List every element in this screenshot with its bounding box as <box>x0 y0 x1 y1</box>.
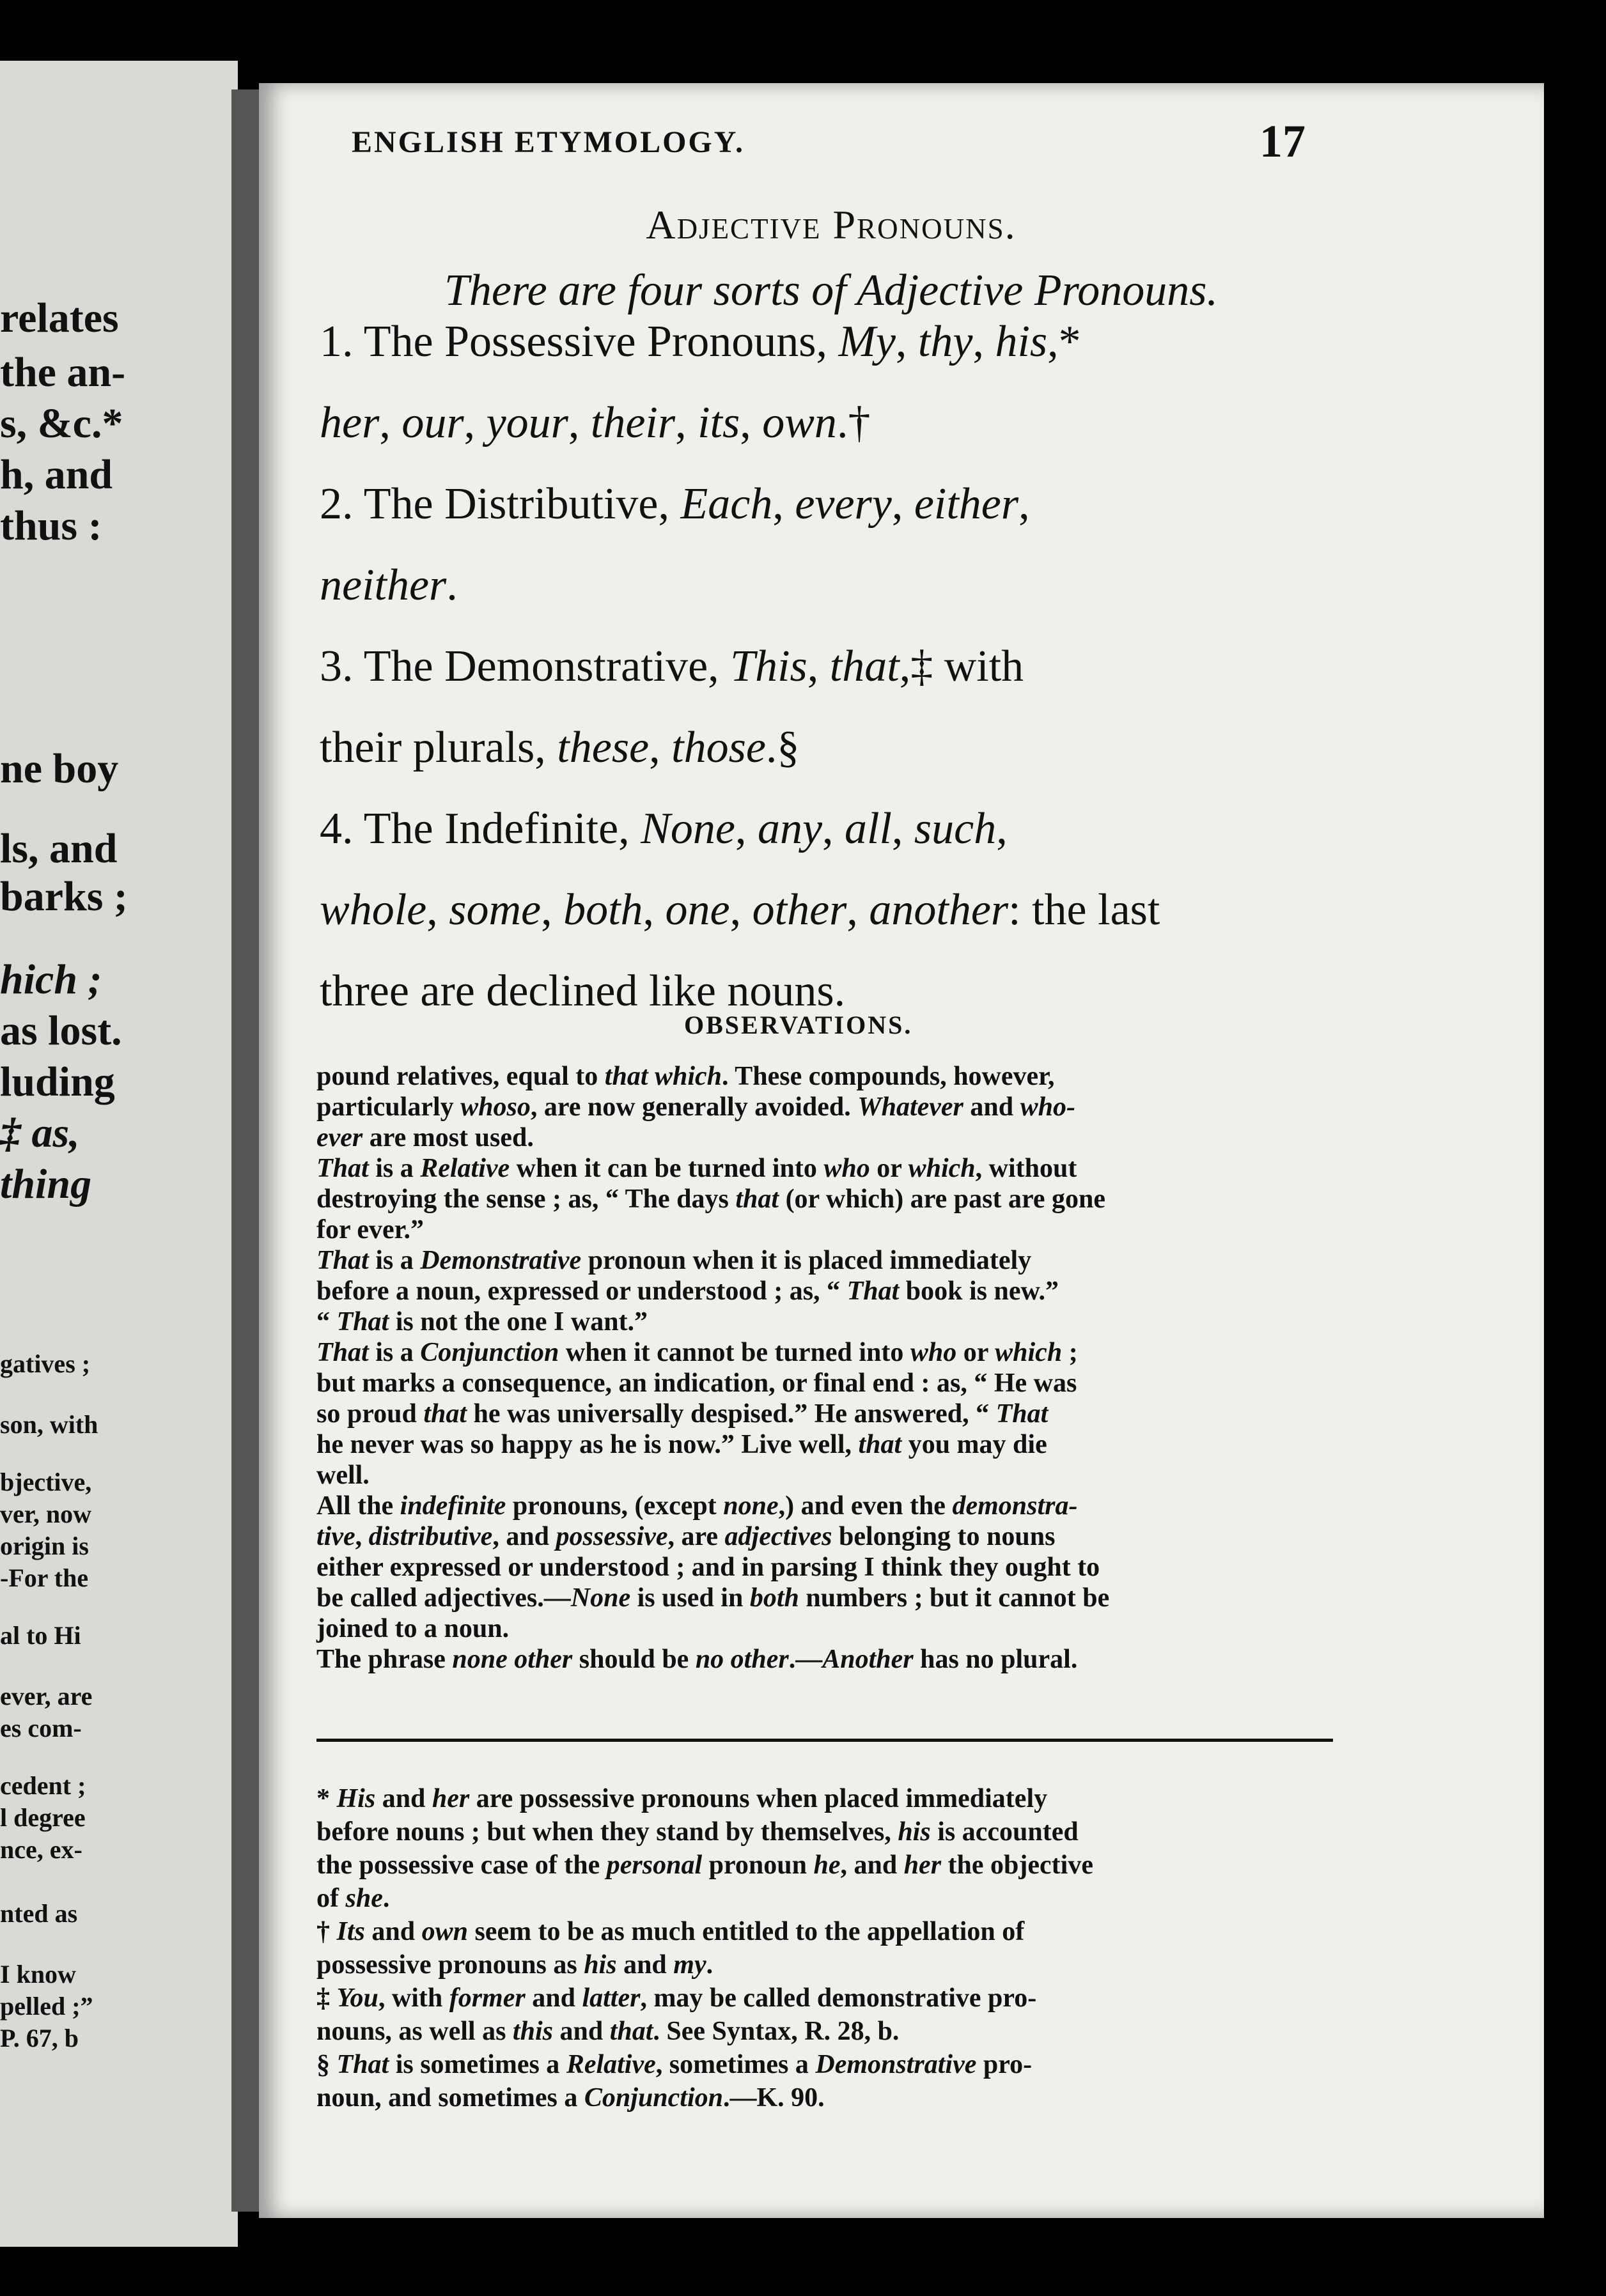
observation-line: either expressed or understood ; and in parsing I think they ought to <box>316 1553 1100 1582</box>
left-page-line: ever, are <box>0 1682 93 1710</box>
left-page-line: s, &c.* <box>0 400 123 447</box>
pronoun-list-line: 3. The Demonstrative, This, that,‡ with <box>320 642 1024 691</box>
footnote-line: the possessive case of the personal pronoun he, and her the objective <box>316 1850 1093 1880</box>
pronoun-list-line: neither. <box>320 561 458 610</box>
page-number: 17 <box>1259 116 1306 167</box>
left-page-line: bjective, <box>0 1468 92 1496</box>
observation-line: That is a Conjunction when it cannot be turned into who or which ; <box>316 1338 1078 1367</box>
left-page-line: gatives ; <box>0 1349 91 1378</box>
pronoun-list-line: 4. The Indefinite, None, any, all, such, <box>320 804 1008 853</box>
observation-line: That is a Relative when it can be turned into who or which, without <box>316 1154 1077 1183</box>
observation-line: particularly whoso, are now generally avoided. Whatever and who- <box>316 1092 1075 1122</box>
footnote-line: * His and her are possessive pronouns when placed immediately <box>316 1784 1048 1813</box>
observation-line: destroying the sense ; as, “ The days that (or which) are past are gone <box>316 1184 1106 1214</box>
left-page-line: pelled ;” <box>0 1992 93 2021</box>
left-page-fragment <box>0 61 238 2247</box>
observation-line: he never was so happy as he is now.” Live well, that you may die <box>316 1430 1047 1459</box>
observation-line: The phrase none other should be no other.—Another has no plural. <box>316 1645 1078 1674</box>
footnote-line: before nouns ; but when they stand by themselves, his is accounted <box>316 1817 1079 1847</box>
footnote-line: ‡ You, with former and latter, may be called demonstrative pro- <box>316 1983 1037 2013</box>
running-head: ENGLISH ETYMOLOGY. <box>352 125 745 159</box>
footnote-line: † Its and own seem to be as much entitled to the appellation of <box>316 1917 1025 1946</box>
left-page-line: hich ; <box>0 956 102 1003</box>
left-page-line: barks ; <box>0 873 128 920</box>
left-page-line: ne boy <box>0 745 119 792</box>
section-subheading: There are four sorts of Adjective Pronouns. <box>444 266 1218 315</box>
left-page-line: es com- <box>0 1714 82 1742</box>
left-page-line: P. 67, b <box>0 2024 79 2052</box>
pronoun-list-line: 1. The Possessive Pronouns, My, thy, his,* <box>320 317 1081 366</box>
left-page-line: thing <box>0 1161 92 1207</box>
left-page-line: l degree <box>0 1803 86 1832</box>
observation-line: That is a Demonstrative pronoun when it is placed immediately <box>316 1246 1032 1275</box>
left-page-line: cedent ; <box>0 1771 86 1800</box>
observation-line: “ That is not the one I want.” <box>316 1307 648 1337</box>
left-page-line: origin is <box>0 1532 89 1560</box>
left-page-line: nce, ex- <box>0 1835 82 1864</box>
left-page-line: relates <box>0 295 119 341</box>
left-page-line: thus : <box>0 502 102 549</box>
left-page-line: as lost. <box>0 1007 122 1054</box>
left-page-line: al to Hi <box>0 1621 81 1650</box>
footnote-line: of she. <box>316 1884 390 1913</box>
observation-line: before a noun, expressed or understood ; as, “ That book is new.” <box>316 1276 1059 1306</box>
left-page-line: luding <box>0 1059 115 1105</box>
left-page-line: nted as <box>0 1899 78 1928</box>
observation-line: All the indefinite pronouns, (except none,) and even the demonstra- <box>316 1491 1078 1521</box>
left-page-line: h, and <box>0 451 113 498</box>
footnote-rule <box>316 1739 1333 1742</box>
left-page-line: -For the <box>0 1563 89 1592</box>
left-page-line: ‡ as, <box>0 1110 80 1156</box>
footnote-line: noun, and sometimes a Conjunction.—K. 90. <box>316 2083 825 2113</box>
pronoun-list-line: three are declined like nouns. <box>320 966 846 1016</box>
left-page-line: son, with <box>0 1410 98 1439</box>
left-page-line: I know <box>0 1960 76 1989</box>
footnote-line: nouns, as well as this and that. See Syntax, R. 28, b. <box>316 2017 900 2046</box>
observation-line: ever are most used. <box>316 1123 534 1152</box>
observation-line: so proud that he was universally despised.” He answered, “ That <box>316 1399 1049 1429</box>
observation-line: but marks a consequence, an indication, or final end : as, “ He was <box>316 1369 1077 1398</box>
observation-line: well. <box>316 1461 370 1490</box>
observation-line: pound relatives, equal to that which. These compounds, however, <box>316 1062 1055 1091</box>
pronoun-list-line: 2. The Distributive, Each, every, either, <box>320 479 1030 529</box>
observation-line: tive, distributive, and possessive, are adjectives belonging to nouns <box>316 1522 1056 1551</box>
pronoun-list-line: whole, some, both, one, other, another: the last <box>320 885 1160 935</box>
observation-line: for ever.” <box>316 1215 424 1245</box>
pronoun-list-line: her, our, your, their, its, own.† <box>320 398 871 447</box>
left-page-line: the an- <box>0 349 126 396</box>
observation-line: joined to a noun. <box>316 1614 510 1643</box>
section-heading: Adjective Pronouns. <box>646 202 1017 247</box>
pronoun-list-line: their plurals, these, those.§ <box>320 723 800 772</box>
footnote-line: possessive pronouns as his and my. <box>316 1950 713 1980</box>
observation-line: be called adjectives.—None is used in both numbers ; but it cannot be <box>316 1583 1110 1613</box>
left-page-line: ver, now <box>0 1500 91 1528</box>
left-page-line: ls, and <box>0 825 118 872</box>
observations-title: OBSERVATIONS. <box>684 1011 913 1039</box>
footnote-line: § That is sometimes a Relative, sometimes a Demonstrative pro- <box>316 2050 1033 2079</box>
